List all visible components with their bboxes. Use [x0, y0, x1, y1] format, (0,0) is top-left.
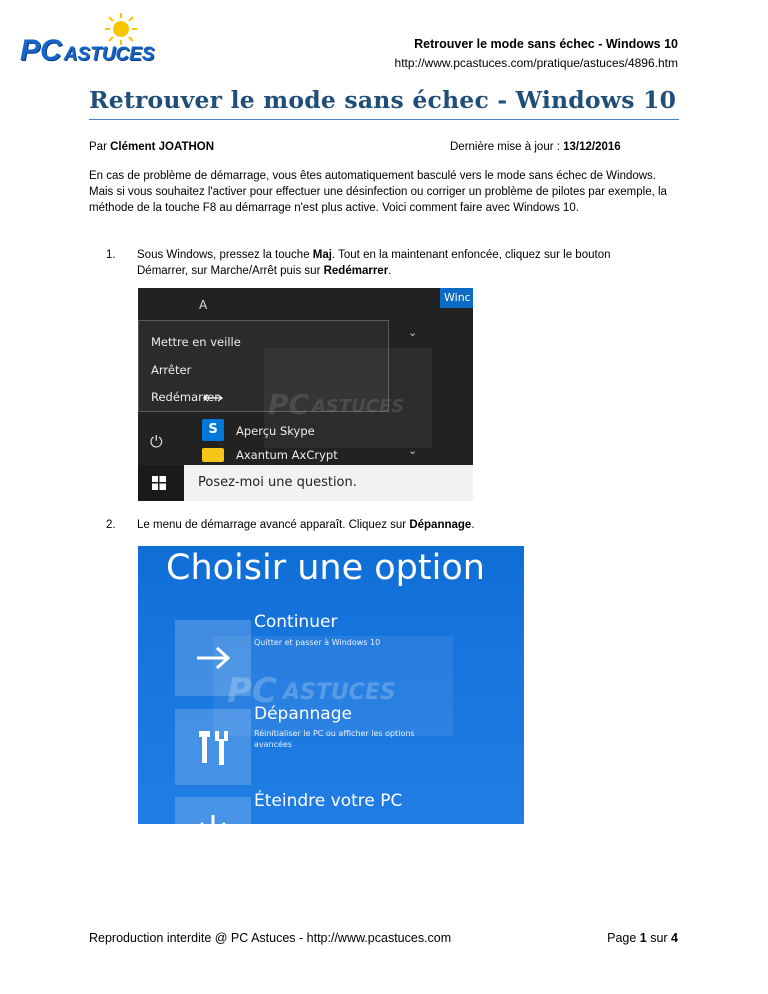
- menu-item-sleep[interactable]: Mettre en veille: [151, 335, 241, 349]
- document-title: Retrouver le mode sans échec - Windows 10: [89, 86, 677, 114]
- power-icon[interactable]: ⏻: [150, 432, 163, 451]
- header-title: Retrouver le mode sans échec - Windows 10: [414, 37, 678, 51]
- start-menu-screenshot: [138, 288, 473, 501]
- option-continue-tile[interactable]: [175, 620, 251, 696]
- logo-wordmark: [20, 34, 154, 68]
- apps-letter-header: A: [199, 298, 208, 312]
- option-continue-subtitle: Quitter et passer à Windows 10: [254, 638, 381, 647]
- option-troubleshoot-tile[interactable]: [175, 709, 251, 785]
- menu-item-restart[interactable]: Redémarrer: [151, 390, 219, 404]
- page-mid: sur: [646, 931, 672, 945]
- options-heading: Choisir une option: [166, 548, 485, 588]
- watermark-text: ASTUCES: [312, 396, 405, 417]
- choose-option-screenshot: [138, 546, 524, 824]
- step-text-part: .: [388, 265, 392, 277]
- updated-line: [450, 141, 621, 153]
- header-url[interactable]: http://www.pcastuces.com/pratique/astuces/4896.htm: [394, 56, 678, 70]
- option-troubleshoot-title[interactable]: Dépannage: [254, 704, 352, 724]
- option-shutdown-title[interactable]: Éteindre votre PC: [254, 791, 403, 811]
- app-item-axcrypt[interactable]: Axantum AxCrypt: [236, 448, 338, 462]
- option-troubleshoot-subtitle: Réinitialiser le PC ou afficher les options avancées: [254, 729, 415, 749]
- axcrypt-icon: [202, 448, 224, 462]
- step-number: 2.: [106, 519, 116, 531]
- step-key-depannage: Dépannage: [409, 519, 472, 531]
- cursor-resize-icon: [203, 393, 223, 403]
- page-number: [478, 931, 678, 945]
- page-current: 1: [639, 931, 647, 945]
- updated-date: 13/12/2016: [563, 141, 621, 153]
- menu-item-shutdown[interactable]: Arrêter: [151, 363, 192, 377]
- window-corner-label: Winc: [440, 288, 473, 308]
- watermark-text: PC: [268, 388, 310, 421]
- logo-astuces: ASTUCES: [63, 44, 155, 65]
- logo-pc: PC: [20, 34, 62, 67]
- step-text: [137, 517, 657, 533]
- step-text-part: Le menu de démarrage avancé apparaît. Cliquez sur: [137, 519, 410, 531]
- search-box[interactable]: Posez-moi une question.: [184, 465, 473, 501]
- author-name: Clément JOATHON: [110, 141, 215, 153]
- skype-icon: S: [202, 419, 224, 441]
- chevron-down-icon[interactable]: ⌄: [408, 326, 418, 339]
- author-prefix: Par: [89, 141, 111, 153]
- step-text-part: Sous Windows, pressez la touche: [137, 249, 313, 261]
- taskbar: [138, 465, 473, 501]
- footer-copyright: Reproduction interdite @ PC Astuces - http://www.pcastuces.com: [89, 931, 452, 945]
- windows-start-icon[interactable]: [152, 476, 166, 490]
- step-text: [137, 247, 657, 279]
- option-continue-title[interactable]: Continuer: [254, 612, 338, 632]
- watermark-text: ASTUCES: [283, 680, 396, 705]
- page-total: 4: [671, 931, 678, 945]
- title-divider: [89, 119, 679, 120]
- tools-icon: [175, 709, 251, 785]
- step-text-part: . Tout en la maintenant enfoncée, cliquez sur le bouton Démarrer, sur Marche/Arrêt puis sur: [137, 249, 611, 277]
- option-shutdown-tile[interactable]: [175, 797, 251, 873]
- arrow-right-icon: [175, 620, 251, 696]
- chevron-down-icon[interactable]: ⌄: [408, 444, 418, 457]
- pcastuces-logo: [20, 12, 160, 74]
- step-number: 1.: [106, 249, 116, 261]
- watermark-text: PC: [227, 671, 277, 711]
- step-key-redemarrer: Redémarrer: [323, 265, 389, 277]
- app-item-skype[interactable]: Aperçu Skype: [236, 424, 315, 438]
- author-line: [89, 141, 214, 153]
- intro-paragraph: En cas de problème de démarrage, vous êtes automatiquement basculé vers le mode sans échec de Windows. Mais si vous souhaitez l'activer pour effectuer une désinfection ou corriger un problème de pilotes par exemple, la méthode de la touche F8 au démarrage n'est plus active. Voici comment faire avec Windows 10.: [89, 170, 667, 214]
- step-key-maj: Maj: [312, 249, 332, 261]
- step-text-part: .: [471, 519, 475, 531]
- power-icon: [175, 797, 251, 873]
- page-prefix: Page: [607, 931, 640, 945]
- updated-prefix: Dernière mise à jour :: [450, 141, 564, 153]
